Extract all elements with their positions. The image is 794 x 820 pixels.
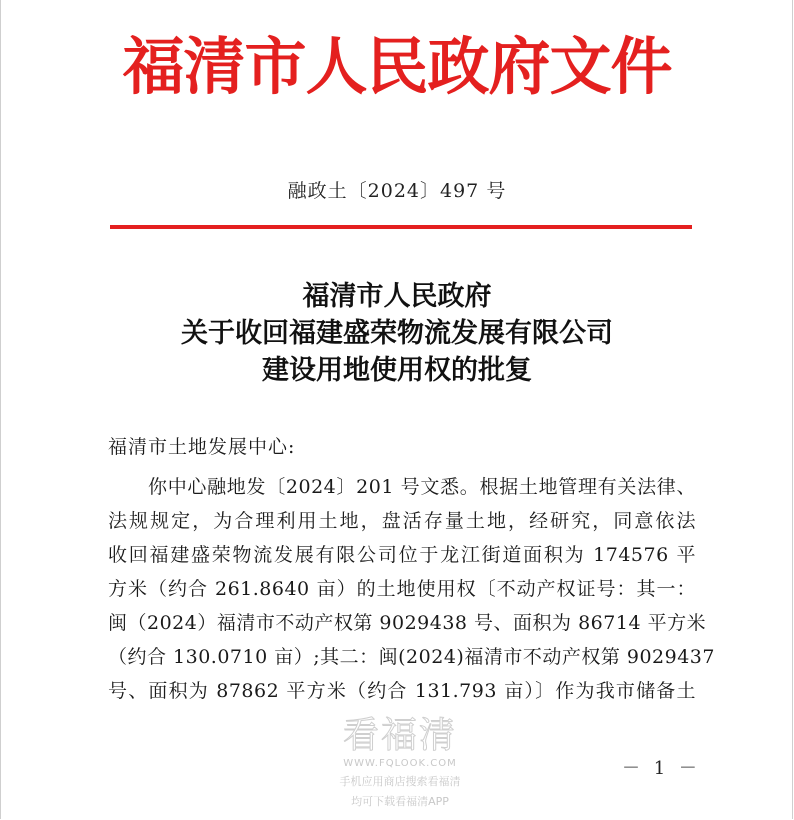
issuer-header: 福清市人民政府文件 — [122, 30, 672, 103]
watermark-brand: 看福清 — [342, 715, 457, 756]
title-line-2: 关于收回福建盛荣物流发展有限公司 — [181, 318, 613, 349]
addressee: 福清市土地发展中心: — [108, 436, 296, 458]
body-line: （约合 130.0710 亩）;其二：闽(2024)福清市不动产权第 9029437 — [108, 646, 715, 668]
body-line: 法规规定，为合理利用土地，盘活存量土地，经研究，同意依法 — [108, 510, 696, 532]
title-line-3: 建设用地使用权的批复 — [262, 355, 532, 386]
body-line: 方米（约合 261.8640 亩）的土地使用权〔不动产权证号：其一： — [108, 578, 696, 600]
body-line: 号、面积为 87862 平方米（约合 131.793 亩）〕作为我市储备土 — [108, 680, 696, 702]
title-line-1: 福清市人民政府 — [302, 281, 492, 312]
body-line: 你中心融地发〔2024〕201 号文悉。根据土地管理有关法律、 — [148, 476, 696, 498]
body-paragraph — [108, 470, 715, 708]
watermark-tagline-1: 手机应用商店搜索看福清 — [339, 775, 461, 788]
document-title — [0, 278, 794, 389]
watermark-url: WWW.FQLOOK.COM — [343, 758, 457, 769]
red-divider — [110, 225, 692, 229]
watermark-tagline-2: 均可下载看福清APP — [351, 795, 449, 808]
page-number: － 1 － — [622, 758, 701, 779]
document-number: 融政土〔2024〕497 号 — [287, 180, 507, 202]
body-line: 收回福建盛荣物流发展有限公司位于龙江街道面积为 174576 平 — [108, 544, 696, 566]
body-line: 闽（2024）福清市不动产权第 9029438 号、面积为 86714 平方米 — [108, 612, 707, 634]
